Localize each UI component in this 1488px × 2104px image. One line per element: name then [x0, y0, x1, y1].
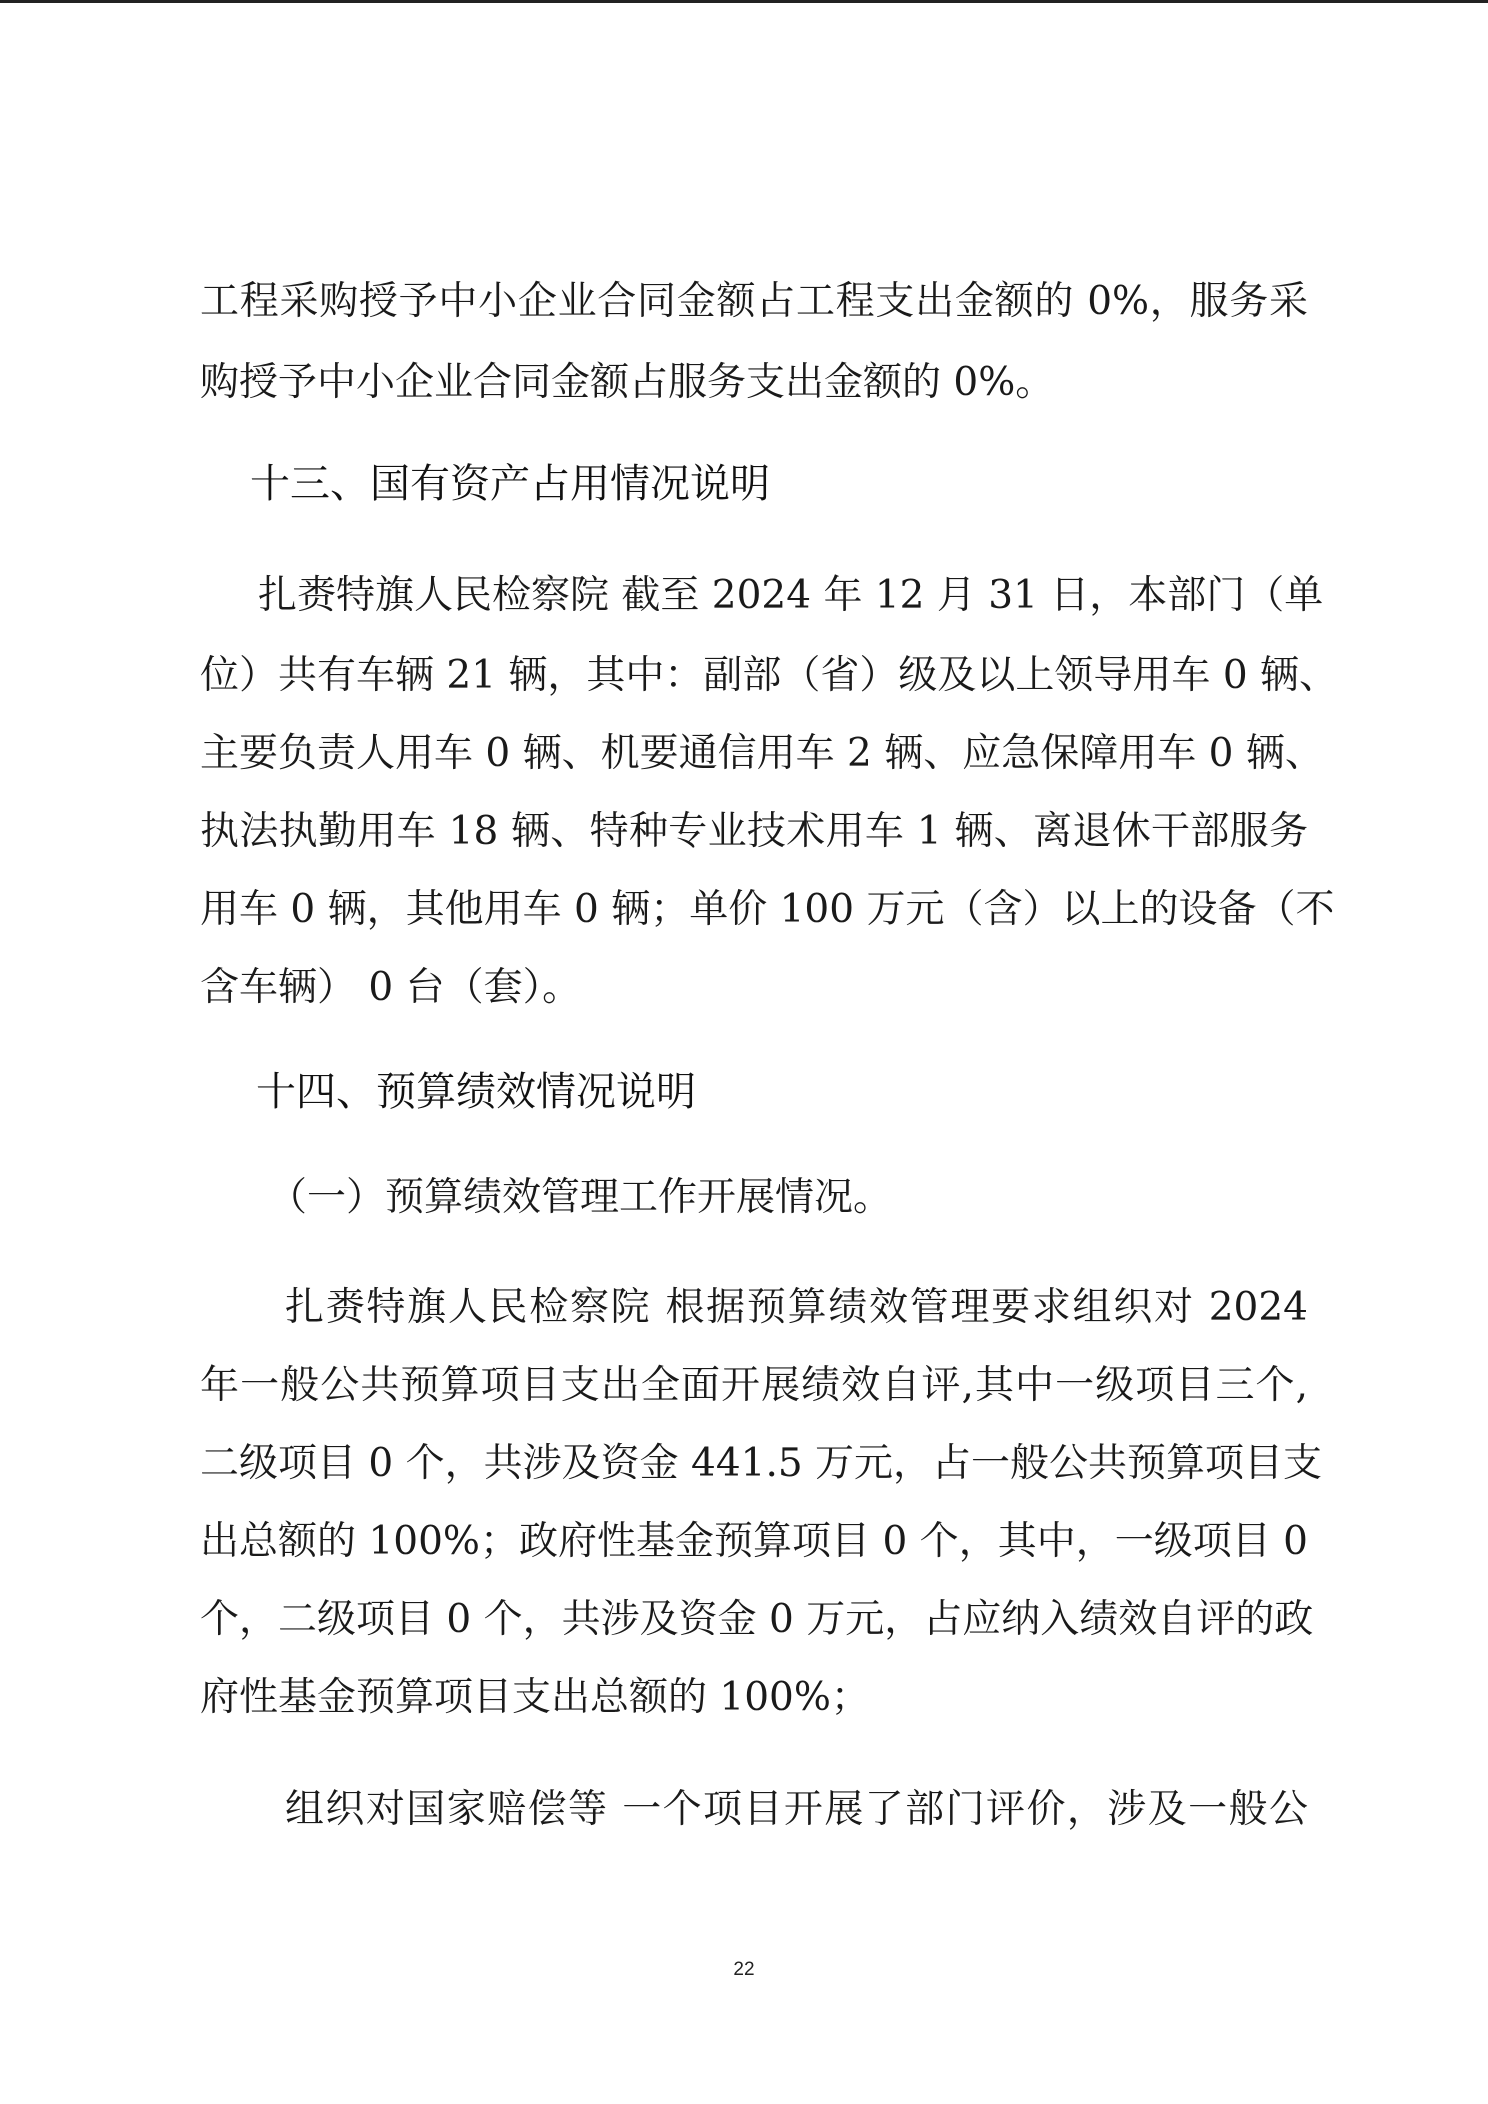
section-heading-13: 十三、国有资产占用情况说明 [250, 461, 770, 507]
subsection-heading: （一）预算绩效管理工作开展情况。 [268, 1175, 893, 1220]
top-border-rule [0, 0, 1488, 3]
paragraph-line: 含车辆） 0 台（套）。 [200, 965, 582, 1010]
paragraph-line: 府性基金预算项目支出总额的 100%； [200, 1675, 870, 1720]
paragraph-line: 用车 0 辆，其他用车 0 辆；单价 100 万元（含）以上的设备（不 [200, 887, 1335, 932]
paragraph-line: 出总额的 100%；政府性基金预算项目 0 个，其中，一级项目 0 [200, 1519, 1308, 1564]
paragraph-line: 主要负责人用车 0 辆、机要通信用车 2 辆、应急保障用车 0 辆、 [200, 731, 1324, 776]
paragraph-line: 二级项目 0 个，共涉及资金 441.5 万元，占一般公共预算项目支 [200, 1441, 1323, 1486]
section-heading-14: 十四、预算绩效情况说明 [256, 1069, 696, 1115]
page-number: 22 [733, 1959, 755, 1980]
paragraph-line: 个，二级项目 0 个，共涉及资金 0 万元，占应纳入绩效自评的政 [200, 1597, 1314, 1642]
paragraph-line: 购授予中小企业合同金额占服务支出金额的 0%。 [200, 360, 1055, 405]
paragraph-line: 位）共有车辆 21 辆，其中：副部（省）级及以上领导用车 0 辆、 [200, 653, 1339, 698]
paragraph-line: 组织对国家赔偿等 一个项目开展了部门评价，涉及一般公 [285, 1787, 1308, 1832]
paragraph-line: 执法执勤用车 18 辆、特种专业技术用车 1 辆、离退休干部服务 [200, 809, 1308, 854]
paragraph-line: 扎赉特旗人民检察院 截至 2024 年 12 月 31 日，本部门（单 [258, 573, 1324, 618]
paragraph-line: 扎赉特旗人民检察院 根据预算绩效管理要求组织对 2024 [285, 1285, 1308, 1330]
paragraph-line: 工程采购授予中小企业合同金额占工程支出金额的 0%，服务采 [200, 279, 1308, 324]
paragraph-line: 年一般公共预算项目支出全面开展绩效自评,其中一级项目三个, [200, 1363, 1308, 1408]
